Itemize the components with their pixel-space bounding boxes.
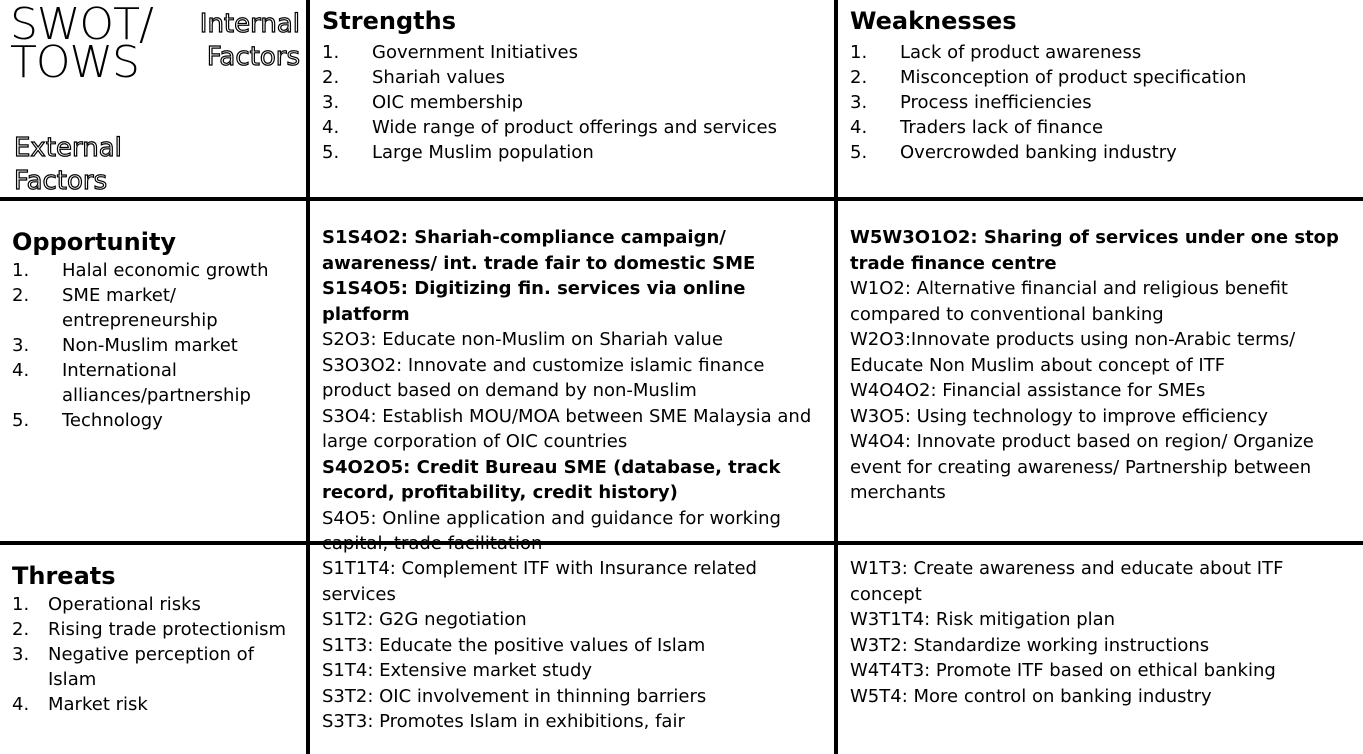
weakness-item bbox=[850, 115, 1355, 140]
threats-heading: Threats bbox=[12, 562, 116, 590]
wt-strategy: W1T3: Create awareness and educate about ITF concept bbox=[850, 558, 1284, 605]
so-strategy: S1S4O2: Shariah-compliance campaign/ awareness/ int. trade fair to domestic SME bbox=[322, 227, 756, 274]
strength-item bbox=[322, 65, 822, 90]
opportunity-item-number: 3. bbox=[12, 335, 30, 356]
opportunity-item-number: 2. bbox=[12, 285, 30, 306]
weaknesses-heading: Weaknesses bbox=[850, 7, 1017, 35]
opportunity-item-number: 1. bbox=[12, 260, 30, 281]
threat-item bbox=[12, 592, 302, 617]
strength-item-number: 1. bbox=[322, 42, 340, 63]
swot-title-line: SWOT/ bbox=[10, 0, 153, 50]
opportunity-item bbox=[12, 333, 302, 358]
weakness-item bbox=[850, 65, 1355, 90]
grid-line-vertical-1 bbox=[306, 0, 310, 754]
wo-strategy: W4O4: Innovate product based on region/ Organize event for creating awareness/ Partnership between merchants bbox=[850, 431, 1314, 503]
strength-item-text: Shariah values bbox=[372, 67, 505, 88]
st-strategy: S1T2: G2G negotiation bbox=[322, 609, 527, 630]
st-strategy: S3T2: OIC involvement in thinning barriers bbox=[322, 685, 707, 707]
weakness-item bbox=[850, 140, 1355, 165]
strength-item-text: OIC membership bbox=[372, 92, 524, 113]
wt-strategy: W5T4: More control on banking industry bbox=[850, 685, 1212, 707]
strengths-cell bbox=[322, 8, 822, 165]
corner-cell bbox=[0, 0, 306, 197]
wt-strategy: W3T2: Standardize working instructions bbox=[850, 634, 1210, 656]
strength-item bbox=[322, 40, 822, 65]
strength-item-text: Government Initiatives bbox=[372, 42, 578, 63]
weakness-item-number: 3. bbox=[850, 92, 868, 113]
weakness-item-number: 1. bbox=[850, 42, 868, 63]
threats-cell bbox=[12, 562, 302, 717]
opportunity-item-text: International alliances/partnership bbox=[62, 360, 251, 406]
opportunity-item-text: Halal economic growth bbox=[62, 260, 269, 281]
opportunity-cell bbox=[12, 228, 302, 433]
threat-item-number: 2. bbox=[12, 619, 30, 640]
threat-item bbox=[12, 692, 302, 717]
threat-item-number: 4. bbox=[12, 694, 30, 715]
internal-factors-label bbox=[190, 8, 300, 74]
external-factors-label bbox=[14, 132, 122, 198]
wo-strategy: W2O3:Innovate products using non-Arabic terms/ Educate Non Muslim about concept of ITF bbox=[850, 329, 1296, 376]
st-strategies-cell bbox=[322, 556, 832, 735]
so-strategy: S4O5: Online application and guidance for working capital, trade facilitation bbox=[322, 507, 781, 554]
opportunity-item bbox=[12, 258, 302, 283]
strength-item bbox=[322, 115, 822, 140]
threat-item-number: 3. bbox=[12, 644, 30, 665]
grid-line-horizontal-1 bbox=[0, 197, 1363, 201]
strength-item-text: Wide range of product offerings and services bbox=[372, 117, 777, 138]
strength-item-text: Large Muslim population bbox=[372, 142, 594, 163]
tows-title-line: TOWS bbox=[10, 37, 139, 88]
wo-strategies-cell bbox=[850, 225, 1360, 506]
threat-item-text: Market risk bbox=[48, 694, 148, 715]
wo-strategy: W4O4O2: Financial assistance for SMEs bbox=[850, 380, 1206, 401]
swot-tows-title bbox=[10, 0, 153, 88]
wt-strategies-cell bbox=[850, 556, 1360, 709]
opportunity-item bbox=[12, 408, 302, 433]
threat-item bbox=[12, 617, 302, 642]
weakness-item-text: Overcrowded banking industry bbox=[900, 142, 1177, 163]
st-strategy: S1T1T4: Complement ITF with Insurance related services bbox=[322, 558, 757, 605]
threat-item-text: Operational risks bbox=[48, 594, 201, 615]
strength-item-number: 4. bbox=[322, 117, 340, 138]
threat-item bbox=[12, 642, 302, 692]
strength-item bbox=[322, 90, 822, 115]
opportunity-item-text: Technology bbox=[62, 410, 163, 431]
internal-label-line2: Factors bbox=[206, 42, 300, 72]
wt-strategy: W4T4T3: Promote ITF based on ethical banking bbox=[850, 660, 1276, 681]
wo-strategy: W1O2: Alternative financial and religious benefit compared to conventional banking bbox=[850, 278, 1288, 325]
opportunity-item-text: Non-Muslim market bbox=[62, 335, 238, 356]
weakness-item-number: 5. bbox=[850, 142, 868, 163]
external-label-line1: External bbox=[14, 133, 122, 163]
weakness-item-text: Lack of product awareness bbox=[900, 42, 1142, 63]
threat-item-number: 1. bbox=[12, 594, 30, 615]
grid-line-vertical-2 bbox=[834, 0, 838, 754]
threat-item-text: Negative perception of Islam bbox=[48, 644, 254, 690]
so-strategies-cell bbox=[322, 225, 832, 557]
threats-list bbox=[12, 592, 302, 717]
opportunity-item bbox=[12, 283, 302, 333]
weaknesses-list bbox=[850, 40, 1355, 165]
internal-label-line1: Internal bbox=[199, 9, 300, 39]
strengths-heading: Strengths bbox=[322, 7, 456, 35]
weakness-item-number: 2. bbox=[850, 67, 868, 88]
opportunity-item-number: 5. bbox=[12, 410, 30, 431]
so-strategy: S3O4: Establish MOU/MOA between SME Malaysia and large corporation of OIC countries bbox=[322, 405, 812, 452]
so-strategy: S1S4O5: Digitizing fin. services via online platform bbox=[322, 278, 746, 325]
opportunity-list bbox=[12, 258, 302, 433]
weakness-item-text: Traders lack of finance bbox=[900, 117, 1104, 138]
opportunity-item-text: SME market/ entrepreneurship bbox=[62, 285, 218, 331]
wo-strategy: W5W3O1O2: Sharing of services under one stop trade finance centre bbox=[850, 227, 1339, 274]
so-strategy: S3O3O2: Innovate and customize islamic finance product based on demand by non-Muslim bbox=[322, 354, 765, 401]
threat-item-text: Rising trade protectionism bbox=[48, 619, 287, 640]
st-strategy: S1T4: Extensive market study bbox=[322, 660, 593, 681]
strength-item-number: 2. bbox=[322, 67, 340, 88]
so-strategy: S2O3: Educate non-Muslim on Shariah value bbox=[322, 329, 723, 350]
st-strategy: S1T3: Educate the positive values of Islam bbox=[322, 634, 706, 656]
strength-item-number: 5. bbox=[322, 142, 340, 163]
opportunity-heading: Opportunity bbox=[12, 228, 177, 256]
weakness-item-text: Process inefficiencies bbox=[900, 92, 1092, 113]
wo-strategy: W3O5: Using technology to improve efficiency bbox=[850, 405, 1269, 427]
weakness-item bbox=[850, 90, 1355, 115]
weakness-item-text: Misconception of product specification bbox=[900, 67, 1247, 88]
opportunity-item bbox=[12, 358, 302, 408]
strength-item-number: 3. bbox=[322, 92, 340, 113]
weakness-item-number: 4. bbox=[850, 117, 868, 138]
strengths-list bbox=[322, 40, 822, 165]
opportunity-item-number: 4. bbox=[12, 360, 30, 381]
wt-strategy: W3T1T4: Risk mitigation plan bbox=[850, 609, 1116, 630]
external-label-line2: Factors bbox=[14, 166, 108, 196]
weakness-item bbox=[850, 40, 1355, 65]
st-strategy: S3T3: Promotes Islam in exhibitions, fair bbox=[322, 711, 685, 732]
weaknesses-cell bbox=[850, 8, 1355, 165]
strength-item bbox=[322, 140, 822, 165]
so-strategy: S4O2O5: Credit Bureau SME (database, track record, profitability, credit history) bbox=[322, 456, 781, 503]
